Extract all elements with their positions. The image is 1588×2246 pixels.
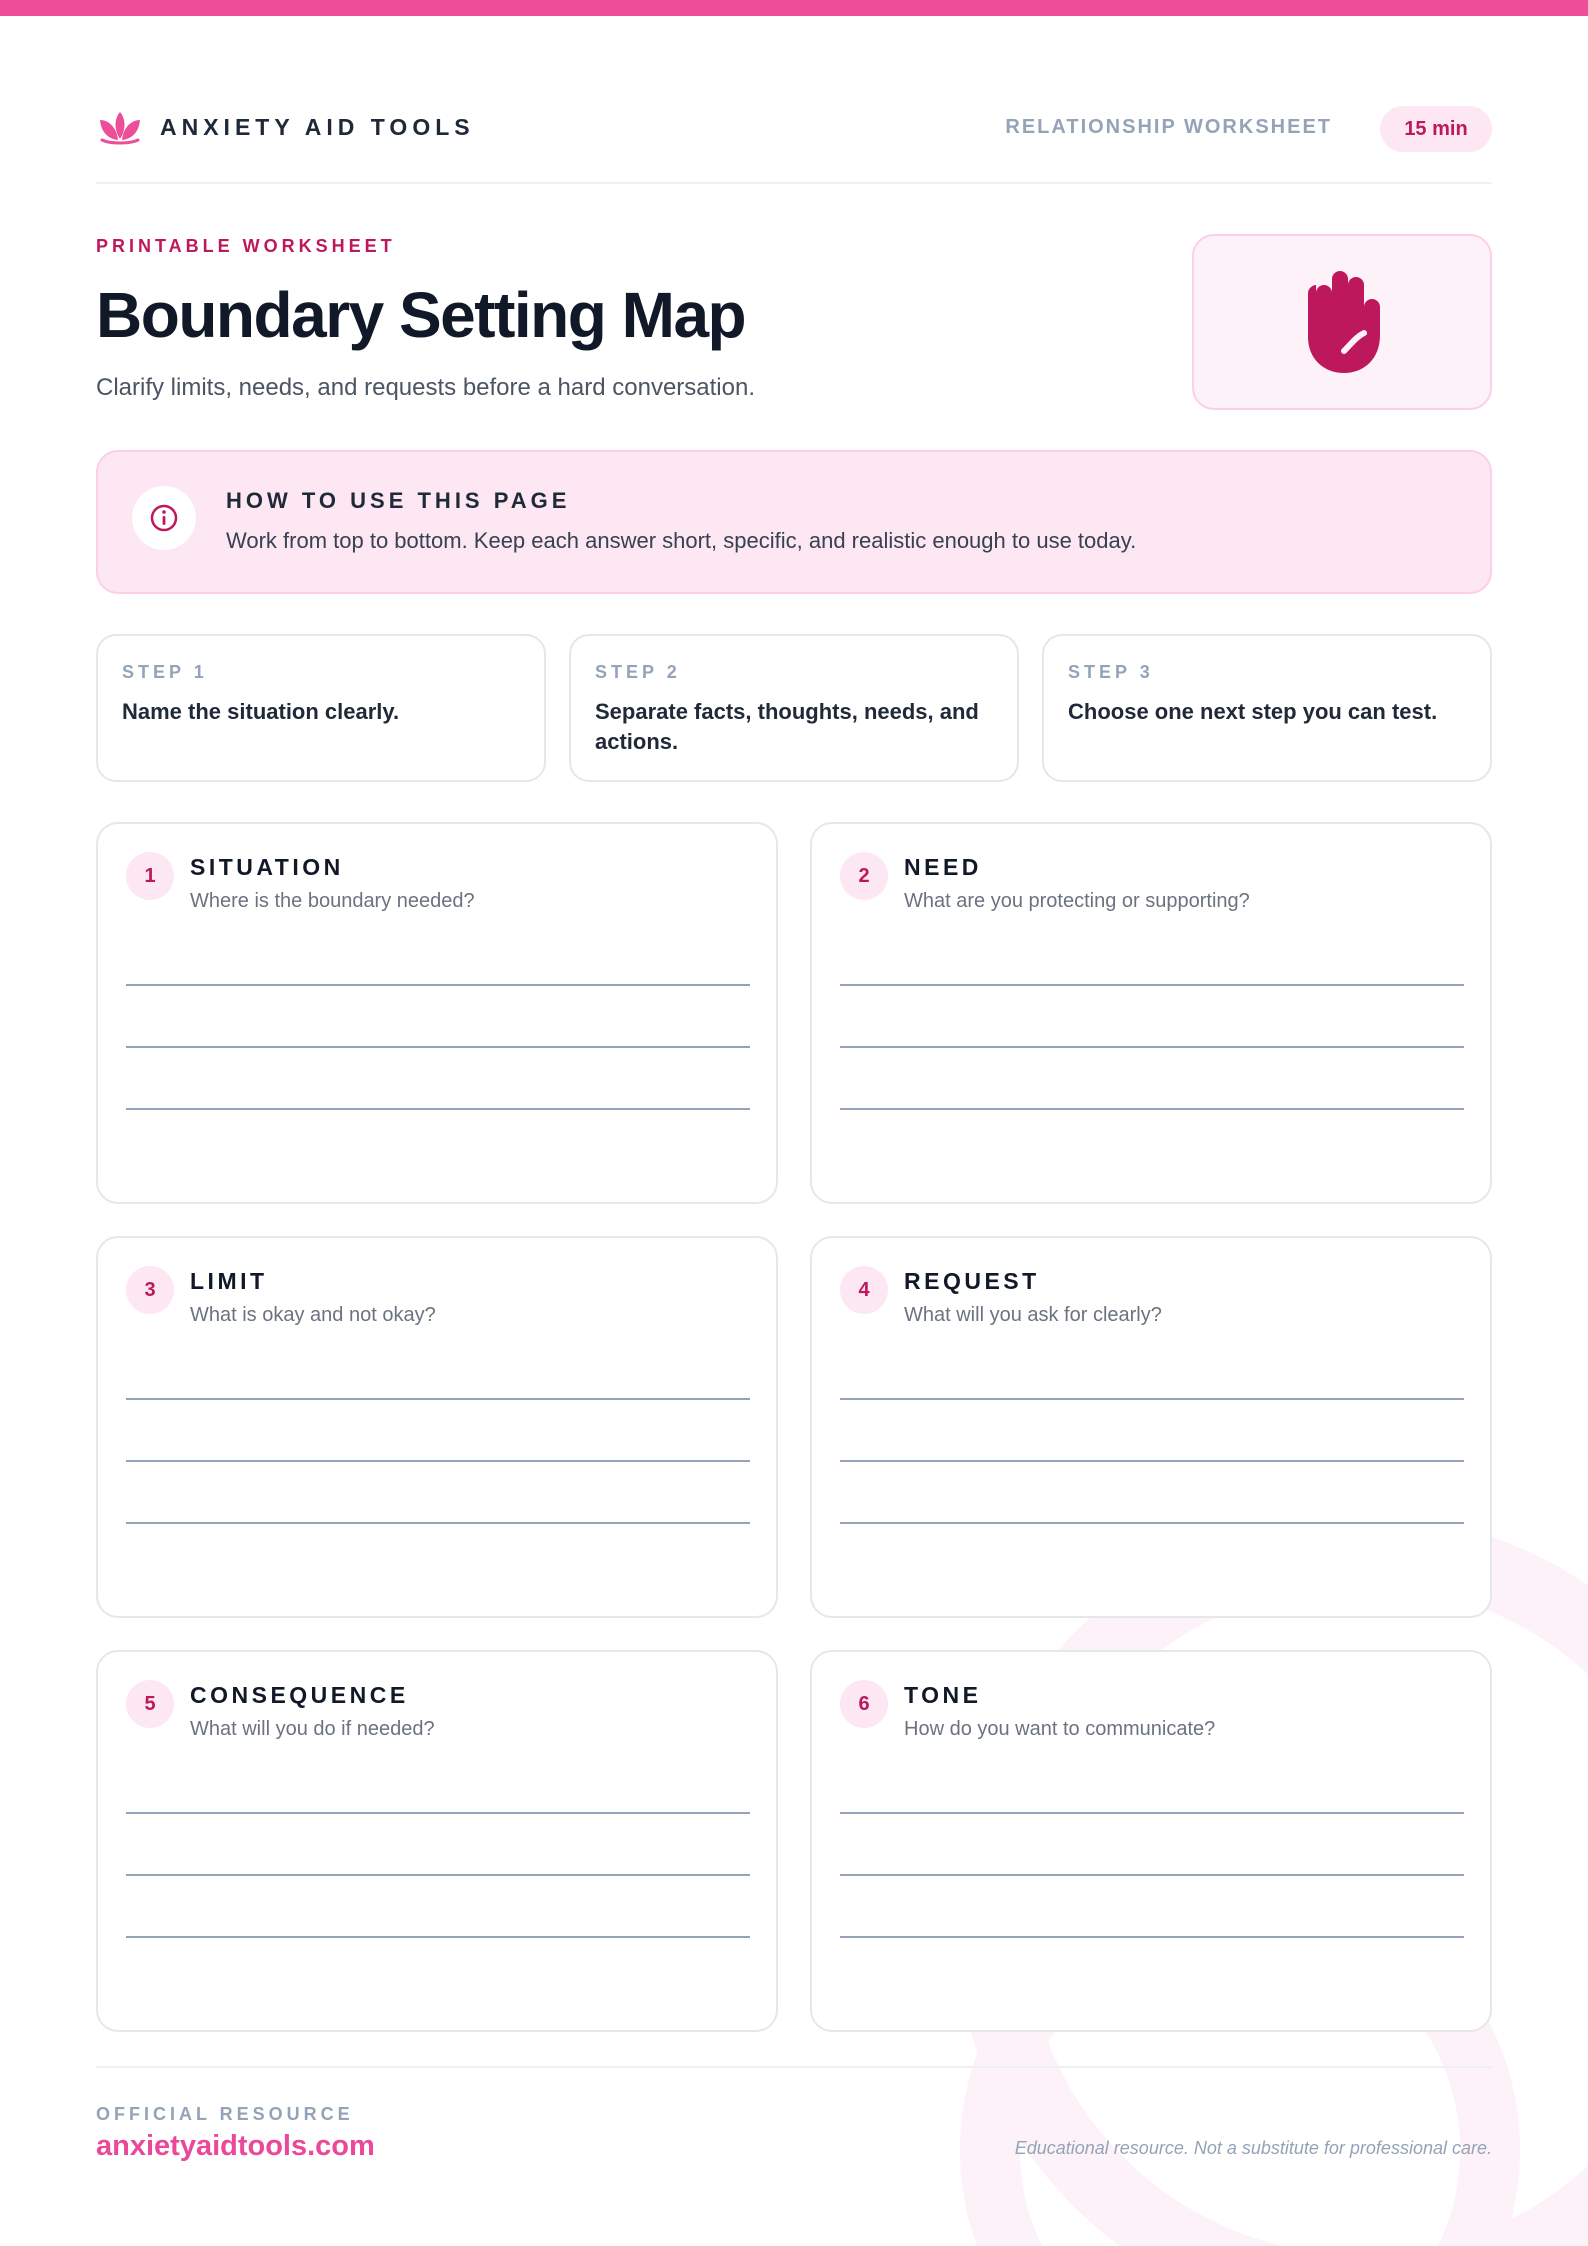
info-icon	[149, 503, 179, 533]
section-number: 4	[840, 1266, 888, 1314]
section-card-consequence	[96, 1650, 778, 2032]
section-prompt: Where is the boundary needed?	[190, 890, 475, 912]
answer-line[interactable]	[840, 1522, 1464, 1524]
footer-disclaimer: Educational resource. Not a substitute for professional care.	[1014, 2138, 1492, 2158]
step-text: Choose one next step you can test.	[1068, 699, 1438, 724]
top-accent-bar	[0, 0, 1588, 16]
section-title: REQUEST	[904, 1268, 1040, 1294]
how-to-use-panel	[96, 450, 1492, 594]
answer-line[interactable]	[126, 1812, 750, 1814]
section-prompt: What is okay and not okay?	[190, 1304, 436, 1326]
section-number: 3	[126, 1266, 174, 1314]
answer-line[interactable]	[126, 1522, 750, 1524]
answer-line[interactable]	[840, 1812, 1464, 1814]
step-label: STEP 3	[1068, 662, 1154, 682]
document-type-label: RELATIONSHIP WORKSHEET	[1005, 116, 1332, 138]
section-title: CONSEQUENCE	[190, 1682, 409, 1708]
section-prompt: What will you ask for clearly?	[904, 1304, 1162, 1326]
step-text: Name the situation clearly.	[122, 699, 400, 724]
step-label: STEP 1	[122, 662, 208, 682]
footer-eyebrow: OFFICIAL RESOURCE	[96, 2104, 354, 2124]
section-number: 2	[840, 852, 888, 900]
footer-website-link[interactable]: anxietyaidtools.com	[96, 2130, 375, 2162]
brand-name: ANXIETY AID TOOLS	[160, 113, 475, 140]
answer-line[interactable]	[126, 1460, 750, 1462]
section-prompt: How do you want to communicate?	[904, 1718, 1216, 1740]
section-number: 6	[840, 1680, 888, 1728]
section-title: LIMIT	[190, 1268, 268, 1294]
section-title: NEED	[904, 854, 982, 880]
brand	[96, 104, 475, 150]
section-title: TONE	[904, 1682, 982, 1708]
answer-line[interactable]	[126, 1936, 750, 1938]
answer-line[interactable]	[840, 1108, 1464, 1110]
page-title: Boundary Setting Map	[96, 279, 746, 351]
page-header	[96, 104, 1492, 184]
section-title: SITUATION	[190, 854, 344, 880]
section-prompt: What will you do if needed?	[190, 1718, 435, 1740]
step-card-2	[569, 634, 1019, 782]
step-text: Separate facts, thoughts, needs, and actions.	[595, 699, 979, 754]
answer-line[interactable]	[126, 1108, 750, 1110]
steps-row	[96, 634, 1492, 782]
how-to-text: Work from top to bottom. Keep each answer short, specific, and realistic enough to use today.	[226, 528, 1137, 553]
section-card-request	[810, 1236, 1492, 1618]
page-subtitle: Clarify limits, needs, and requests before a hard conversation.	[96, 374, 756, 401]
answer-line[interactable]	[126, 1874, 750, 1876]
answer-line[interactable]	[840, 1936, 1464, 1938]
how-to-title: HOW TO USE THIS PAGE	[226, 488, 571, 513]
section-card-situation	[96, 822, 778, 1204]
section-number: 1	[126, 852, 174, 900]
time-badge: 15 min	[1380, 106, 1492, 152]
answer-line[interactable]	[126, 1046, 750, 1048]
answer-line[interactable]	[840, 984, 1464, 986]
answer-line[interactable]	[840, 1398, 1464, 1400]
answer-line[interactable]	[840, 1460, 1464, 1462]
section-card-tone	[810, 1650, 1492, 2032]
step-label: STEP 2	[595, 662, 681, 682]
step-card-1	[96, 634, 546, 782]
answer-line[interactable]	[126, 984, 750, 986]
answer-line[interactable]	[126, 1398, 750, 1400]
hero-icon-box	[1192, 234, 1492, 410]
answer-line[interactable]	[840, 1874, 1464, 1876]
raised-hand-icon	[1294, 267, 1390, 377]
info-icon-badge	[132, 486, 196, 550]
section-card-need	[810, 822, 1492, 1204]
footer-divider	[96, 2066, 1492, 2068]
section-card-limit	[96, 1236, 778, 1618]
section-number: 5	[126, 1680, 174, 1728]
section-prompt: What are you protecting or supporting?	[904, 890, 1250, 912]
answer-line[interactable]	[840, 1046, 1464, 1048]
step-card-3	[1042, 634, 1492, 782]
eyebrow-label: PRINTABLE WORKSHEET	[96, 236, 396, 256]
lotus-icon	[96, 108, 144, 146]
